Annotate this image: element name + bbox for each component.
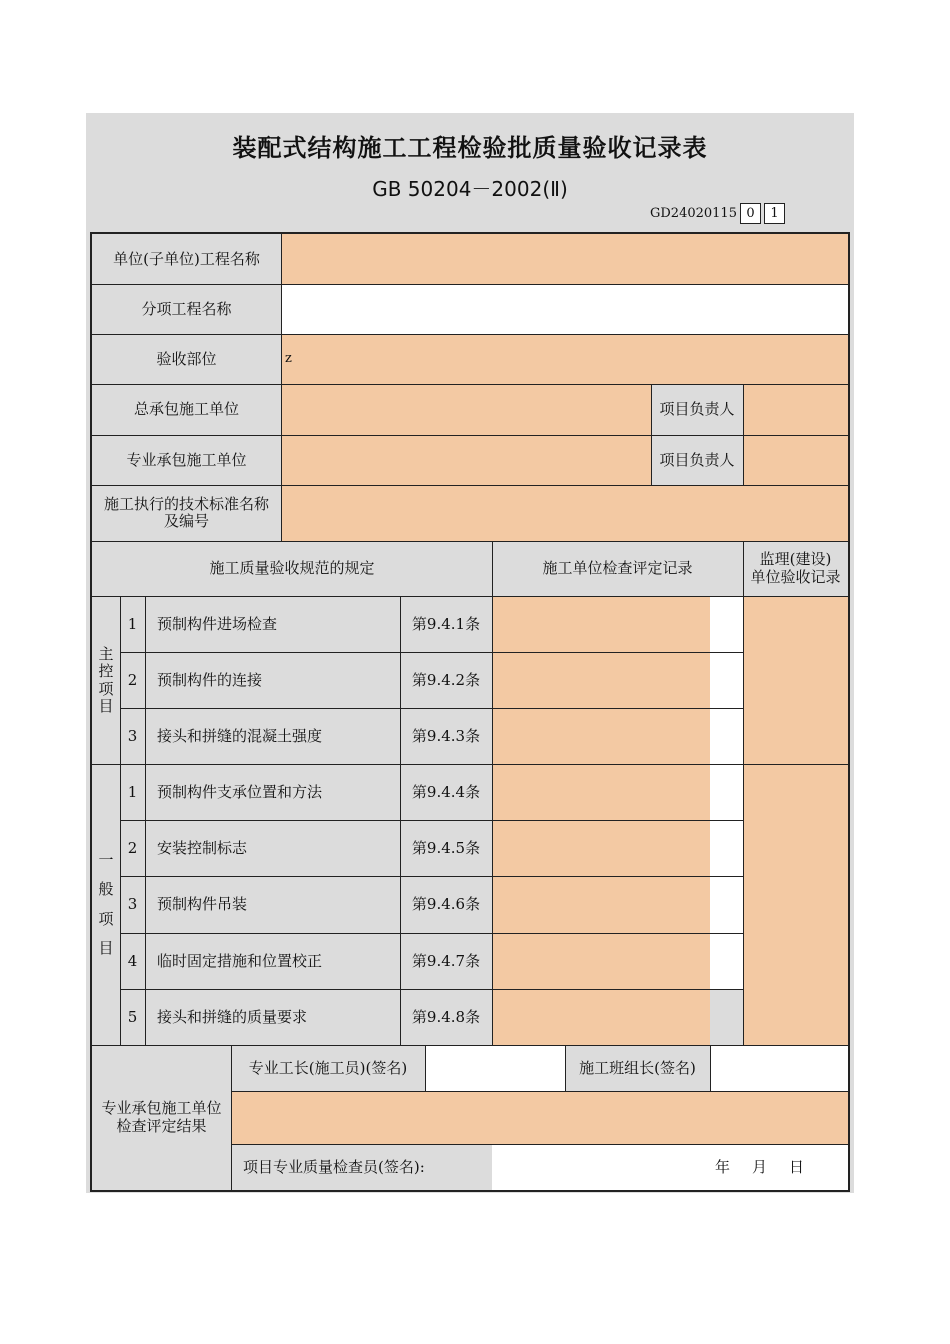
general-group-label [92, 764, 120, 1045]
standard-field[interactable] [281, 485, 848, 541]
main-item-no: 1 [120, 596, 145, 652]
general-item-record[interactable] [492, 933, 710, 989]
foreman-label: 专业工长(施工员)(签名) [231, 1045, 425, 1091]
general-item-extra[interactable] [710, 876, 743, 933]
general-label-char-4: 目 [98, 938, 114, 957]
result-label-line1: 专业承包施工单位 [101, 1099, 222, 1118]
general-item-clause: 第9.4.7条 [400, 933, 492, 989]
main-item-name: 预制构件进场检查 [145, 596, 400, 652]
main-item-name: 接头和拼缝的混凝土强度 [145, 708, 400, 764]
general-contractor-label: 总承包施工单位 [92, 384, 281, 435]
form-code-box-2[interactable]: 1 [764, 203, 785, 224]
supervision-column-header [743, 541, 848, 596]
main-item-no: 2 [120, 652, 145, 708]
general-item-record[interactable] [492, 764, 710, 820]
main-item-clause: 第9.4.3条 [400, 708, 492, 764]
main-item-no: 3 [120, 708, 145, 764]
sub-project-label: 分项工程名称 [92, 284, 281, 334]
main-item-clause: 第9.4.1条 [400, 596, 492, 652]
main-label-char-1: 主 [98, 645, 114, 663]
general-item-record[interactable] [492, 989, 710, 1045]
form-code-prefix: GD24020115 [650, 205, 737, 221]
special-contractor-label: 专业承包施工单位 [92, 435, 281, 485]
main-item-name: 预制构件的连接 [145, 652, 400, 708]
manager-field-1[interactable] [743, 384, 848, 435]
main-item-record[interactable] [492, 708, 710, 764]
manager-label-2: 项目负责人 [651, 435, 743, 485]
main-item-record[interactable] [492, 652, 710, 708]
inspection-column-header: 施工单位检查评定记录 [492, 541, 743, 596]
manager-field-2[interactable] [743, 435, 848, 485]
general-item-clause: 第9.4.4条 [400, 764, 492, 820]
general-item-no: 5 [120, 989, 145, 1045]
general-item-name: 接头和拼缝的质量要求 [145, 989, 400, 1045]
general-item-extra[interactable] [710, 933, 743, 989]
standard-label-line2: 及编号 [163, 512, 209, 530]
general-item-record[interactable] [492, 876, 710, 933]
main-item-extra[interactable] [710, 708, 743, 764]
general-item-extra[interactable] [710, 989, 743, 1045]
standard-label-line1: 施工执行的技术标准名称 [103, 494, 269, 513]
general-item-no: 3 [120, 876, 145, 933]
spec-column-header: 施工质量验收规范的规定 [92, 541, 492, 596]
supervision-header-line1: 监理(建设) [759, 550, 832, 569]
form-title: 装配式结构施工工程检验批质量验收记录表 [232, 134, 708, 162]
general-item-record[interactable] [492, 820, 710, 876]
date-month: 月 [751, 1157, 767, 1176]
date-day: 日 [788, 1157, 804, 1176]
main-item-extra[interactable] [710, 596, 743, 652]
general-label-char-2: 般 [98, 880, 114, 899]
form-code [650, 202, 785, 224]
main-supervision-record[interactable] [743, 596, 848, 764]
general-item-name: 预制构件吊装 [145, 876, 400, 933]
main-control-group-label [92, 596, 120, 764]
inspector-label: 项目专业质量检查员(签名): [231, 1144, 492, 1190]
general-label-char-1: 一 [98, 851, 114, 869]
main-label-char-4: 目 [98, 696, 114, 715]
general-item-extra[interactable] [710, 764, 743, 820]
general-item-clause: 第9.4.8条 [400, 989, 492, 1045]
general-item-no: 1 [120, 764, 145, 820]
unit-project-field[interactable] [281, 234, 848, 284]
general-item-no: 4 [120, 933, 145, 989]
inspector-signature-field[interactable] [492, 1144, 848, 1190]
team-leader-signature-field[interactable] [710, 1045, 848, 1091]
general-item-clause: 第9.4.6条 [400, 876, 492, 933]
standard-label [92, 485, 281, 541]
special-contractor-field[interactable] [281, 435, 651, 485]
general-item-name: 预制构件支承位置和方法 [145, 764, 400, 820]
general-item-name: 安装控制标志 [145, 820, 400, 876]
general-label-char-3: 项 [98, 909, 114, 928]
form-subtitle: GB 50204－2002(Ⅱ) [372, 177, 568, 201]
general-item-no: 2 [120, 820, 145, 876]
result-field[interactable] [231, 1091, 848, 1144]
team-leader-label: 施工班组长(签名) [565, 1045, 710, 1091]
result-label [92, 1045, 231, 1190]
result-label-line2: 检查评定结果 [116, 1116, 207, 1135]
general-supervision-record[interactable] [743, 764, 848, 1045]
main-label-char-3: 项 [98, 679, 114, 698]
general-contractor-field[interactable] [281, 384, 651, 435]
general-item-clause: 第9.4.5条 [400, 820, 492, 876]
general-item-extra[interactable] [710, 820, 743, 876]
date-year: 年 [714, 1157, 730, 1176]
main-label-char-2: 控 [98, 662, 114, 681]
main-item-record[interactable] [492, 596, 710, 652]
main-item-clause: 第9.4.2条 [400, 652, 492, 708]
manager-label-1: 项目负责人 [651, 384, 743, 435]
acceptance-part-field[interactable]: z [281, 334, 848, 384]
acceptance-part-label: 验收部位 [92, 334, 281, 384]
general-item-name: 临时固定措施和位置校正 [145, 933, 400, 989]
form-code-box-1[interactable]: 0 [740, 203, 761, 224]
sub-project-field[interactable] [281, 284, 848, 334]
unit-project-label: 单位(子单位)工程名称 [92, 234, 281, 284]
foreman-signature-field[interactable] [425, 1045, 565, 1091]
supervision-header-line2: 单位验收记录 [750, 567, 841, 586]
main-item-extra[interactable] [710, 652, 743, 708]
